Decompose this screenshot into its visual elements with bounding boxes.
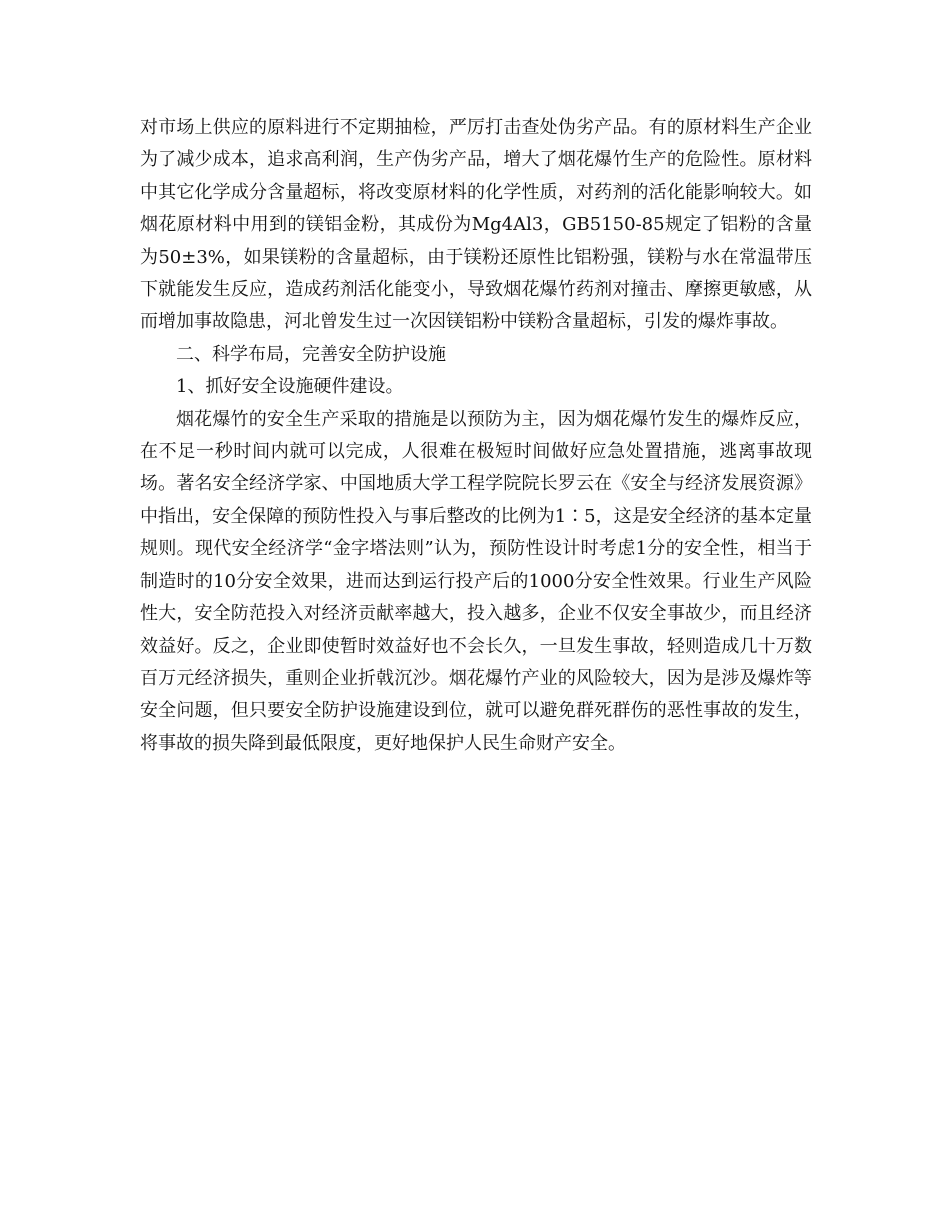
document-body — [140, 112, 812, 760]
subsection-heading-hardware-construction: 1、抓好安全设施硬件建设。 — [176, 376, 404, 398]
paragraph-prevention-investment: 烟花爆竹的安全生产采取的措施是以预防为主，因为烟花爆竹发生的爆炸反应，在不足一秒时间内就可以完成，人很难在极短时间做好应急处置措施，逃离事故现场。著名安全经济学家、中国地质大学工程学院院长罗云在《安全与经济发展资源》中指出，安全保障的预防性投入与事后整改的比例为1∶5，这是安全经济的基本定量规则。现代安全经济学“金字塔法则”认为，预防性设计时考虑1分的安全性，相当于制造时的10分安全效果，进而达到运行投产后的1000分安全性效果。行业生产风险性大，安全防范投入对经济贡献率越大，投入越多，企业不仅安全事故少，而且经济效益好。反之，企业即使暂时效益好也不会长久，一旦发生事故，轻则造成几十万数百万元经济损失，重则企业折戟沉沙。烟花爆竹产业的风险较大，因为是涉及爆炸等安全问题，但只要安全防护设施建设到位，就可以避免群死群伤的恶性事故的发生，将事故的损失降到最低限度，更好地保护人民生命财产安全。 — [140, 408, 812, 754]
paragraph-raw-material-inspection: 对市场上供应的原料进行不定期抽检，严厉打击查处伪劣产品。有的原材料生产企业为了减少成本，追求高利润，生产伪劣产品，增大了烟花爆竹生产的危险性。原材料中其它化学成分含量超标，将改变原材料的化学性质，对药剂的活化能影响较大。如烟花原材料中用到的镁铝金粉，其成份为Mg4Al3，GB5150-85规定了铝粉的含量为50±3%，如果镁粉的含量超标，由于镁粉还原性比铝粉强，镁粉与水在常温带压下就能发生反应，造成药剂活化能变小，导致烟花爆竹药剂对撞击、摩擦更敏感，从而增加事故隐患，河北曾发生过一次因镁铝粉中镁粉含量超标，引发的爆炸事故。 — [140, 117, 812, 333]
section-heading-safety-facilities: 二、科学布局，完善安全防护设施 — [176, 343, 446, 365]
